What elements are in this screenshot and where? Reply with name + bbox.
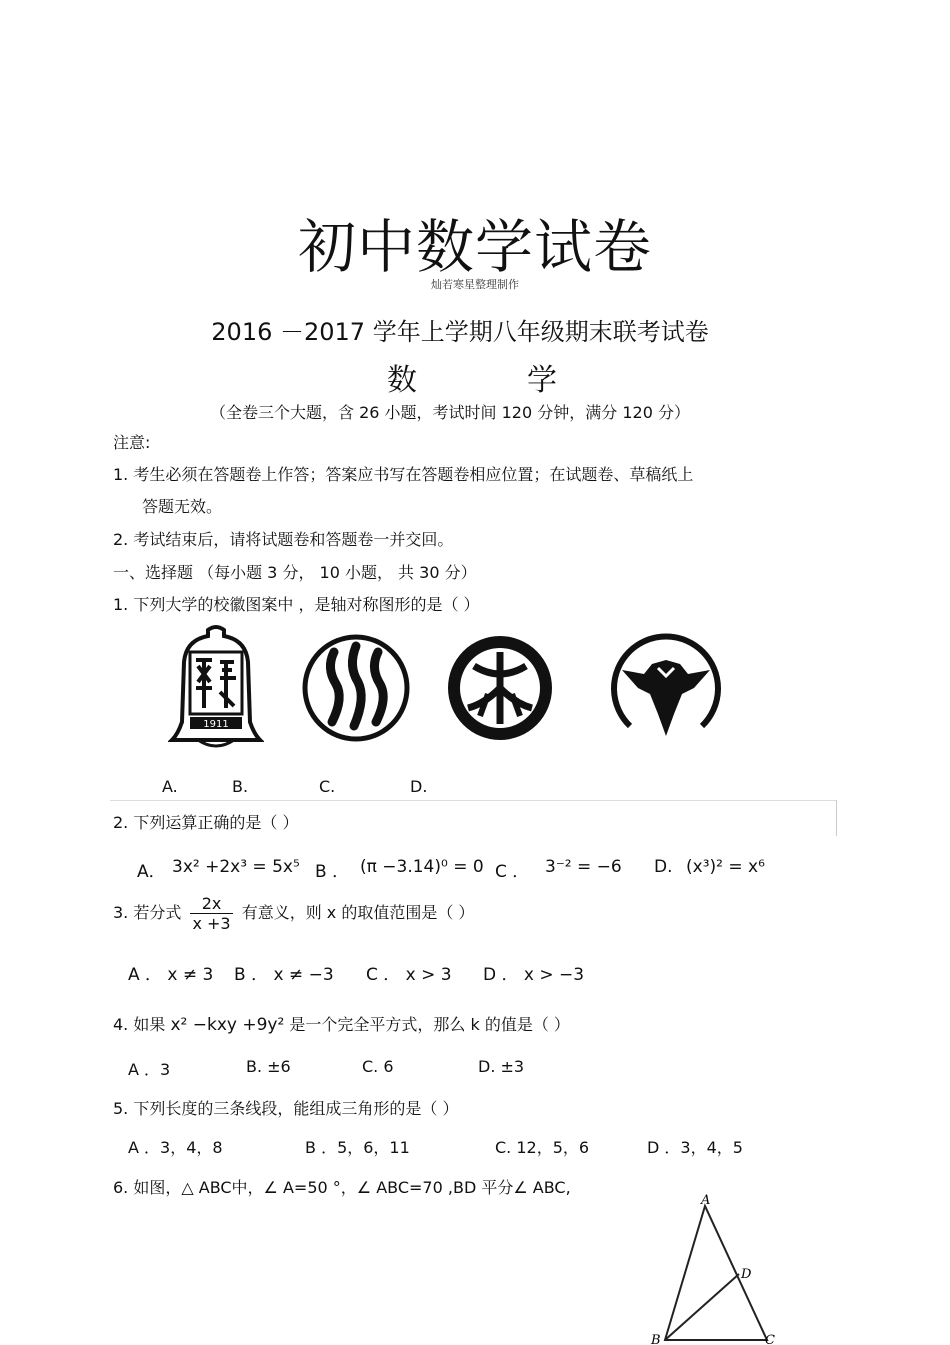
bell-emblem-year: 1911: [203, 719, 229, 730]
notice-item-1-cont: 答题无效。: [142, 497, 223, 516]
q4-option-a: A ．3: [128, 1060, 171, 1079]
q1-option-a-label: A.: [162, 777, 178, 796]
question-1-stem: 1. 下列大学的校徽图案中 ，是轴对称图形的是（ ）: [113, 595, 480, 614]
q5-option-a: A ．3，4，8: [128, 1138, 223, 1157]
divider-vertical: [836, 800, 837, 836]
q2-option-a-expr: 3x² +2x³ = 5x⁵: [172, 857, 300, 877]
q3-stem-post: 有意义，则 x 的取值范围是（ ）: [241, 903, 475, 922]
q3-fraction: [190, 894, 232, 933]
triangle-figure: [645, 1192, 790, 1345]
q5-option-b: B ．5，6，11: [305, 1138, 410, 1157]
question-4-stem: [113, 1012, 570, 1035]
page-title: 初中数学试卷: [297, 213, 652, 281]
section-heading: 一、选择题 （每小题 3 分， 10 小题， 共 30 分）: [113, 563, 477, 582]
q5-option-d: D ．3，4，5: [647, 1138, 743, 1157]
divider: [110, 800, 837, 801]
page-subtitle: 灿若寒星整理制作: [431, 278, 519, 291]
q3-fraction-denominator: x +3: [192, 914, 231, 933]
q3-stem-pre: 3. 若分式: [113, 903, 182, 922]
q3-option-a: A ． x ≠ 3: [128, 965, 214, 985]
bell-emblem-icon: [168, 622, 264, 752]
q3-fraction-numerator: 2x: [190, 894, 232, 914]
q2-option-a-label: A．: [137, 862, 166, 882]
subject-left: 数: [387, 363, 417, 398]
exam-note: （全卷三个大题，含 26 小题，考试时间 120 分钟，满分 120 分）: [210, 403, 690, 422]
question-3-stem: [113, 894, 474, 933]
q2-option-d-expr: (x³)² = x⁶: [686, 857, 765, 877]
subject-right: 学: [527, 363, 557, 398]
question-2-stem: 2. 下列运算正确的是（ ）: [113, 813, 299, 832]
triangle-label-a: A: [701, 1193, 711, 1208]
q4-option-b: B. ±6: [246, 1057, 291, 1076]
q4-option-c: C. 6: [362, 1057, 394, 1076]
triangle-label-b: B: [651, 1333, 661, 1345]
q4-option-d: D. ±3: [478, 1057, 525, 1076]
pku-emblem-icon: [444, 632, 556, 744]
q3-option-d: D ． x > −3: [483, 965, 585, 985]
question-5-stem: 5. 下列长度的三条线段，能组成三角形的是（ ）: [113, 1099, 459, 1118]
notice-heading: 注意:: [113, 433, 151, 452]
q2-option-c-expr: 3⁻² = −6: [545, 857, 622, 877]
q4-expression: x² −kxy +9y²: [170, 1015, 285, 1035]
q4-stem-post: 是一个完全平方式，那么 k 的值是（ ）: [289, 1015, 570, 1034]
q2-option-c-label: C ．: [495, 862, 530, 882]
flame-emblem-icon: [300, 632, 412, 744]
q3-option-b: B ． x ≠ −3: [234, 965, 334, 985]
q1-option-c-label: C.: [319, 777, 336, 796]
exam-title: 2016 －2017 学年上学期八年级期末联考试卷: [211, 318, 709, 346]
q2-option-d-label: D.: [654, 857, 673, 877]
q3-option-c: C ． x > 3: [366, 965, 452, 985]
q2-option-b-expr: (π −3.14)⁰ = 0: [360, 857, 484, 877]
q1-option-d-label: D.: [410, 777, 428, 796]
triangle-label-c: C: [765, 1333, 775, 1345]
q4-stem-pre: 4. 如果: [113, 1015, 166, 1034]
notice-item-1: 1. 考生必须在答题卷上作答；答案应书写在答题卷相应位置；在试题卷、草稿纸上: [113, 465, 694, 484]
q2-option-b-label: B ．: [315, 862, 350, 882]
triangle-label-d: D: [741, 1267, 752, 1282]
question-6-stem: 6. 如图，△ ABC中，∠ A=50 °，∠ ABC=70 ,BD 平分∠ ABC,: [113, 1178, 571, 1197]
q1-option-b-label: B.: [232, 777, 249, 796]
eagle-emblem-icon: [608, 630, 724, 746]
notice-item-2: 2. 考试结束后，请将试题卷和答题卷一并交回。: [113, 530, 454, 549]
q5-option-c: C. 12，5，6: [495, 1138, 590, 1157]
